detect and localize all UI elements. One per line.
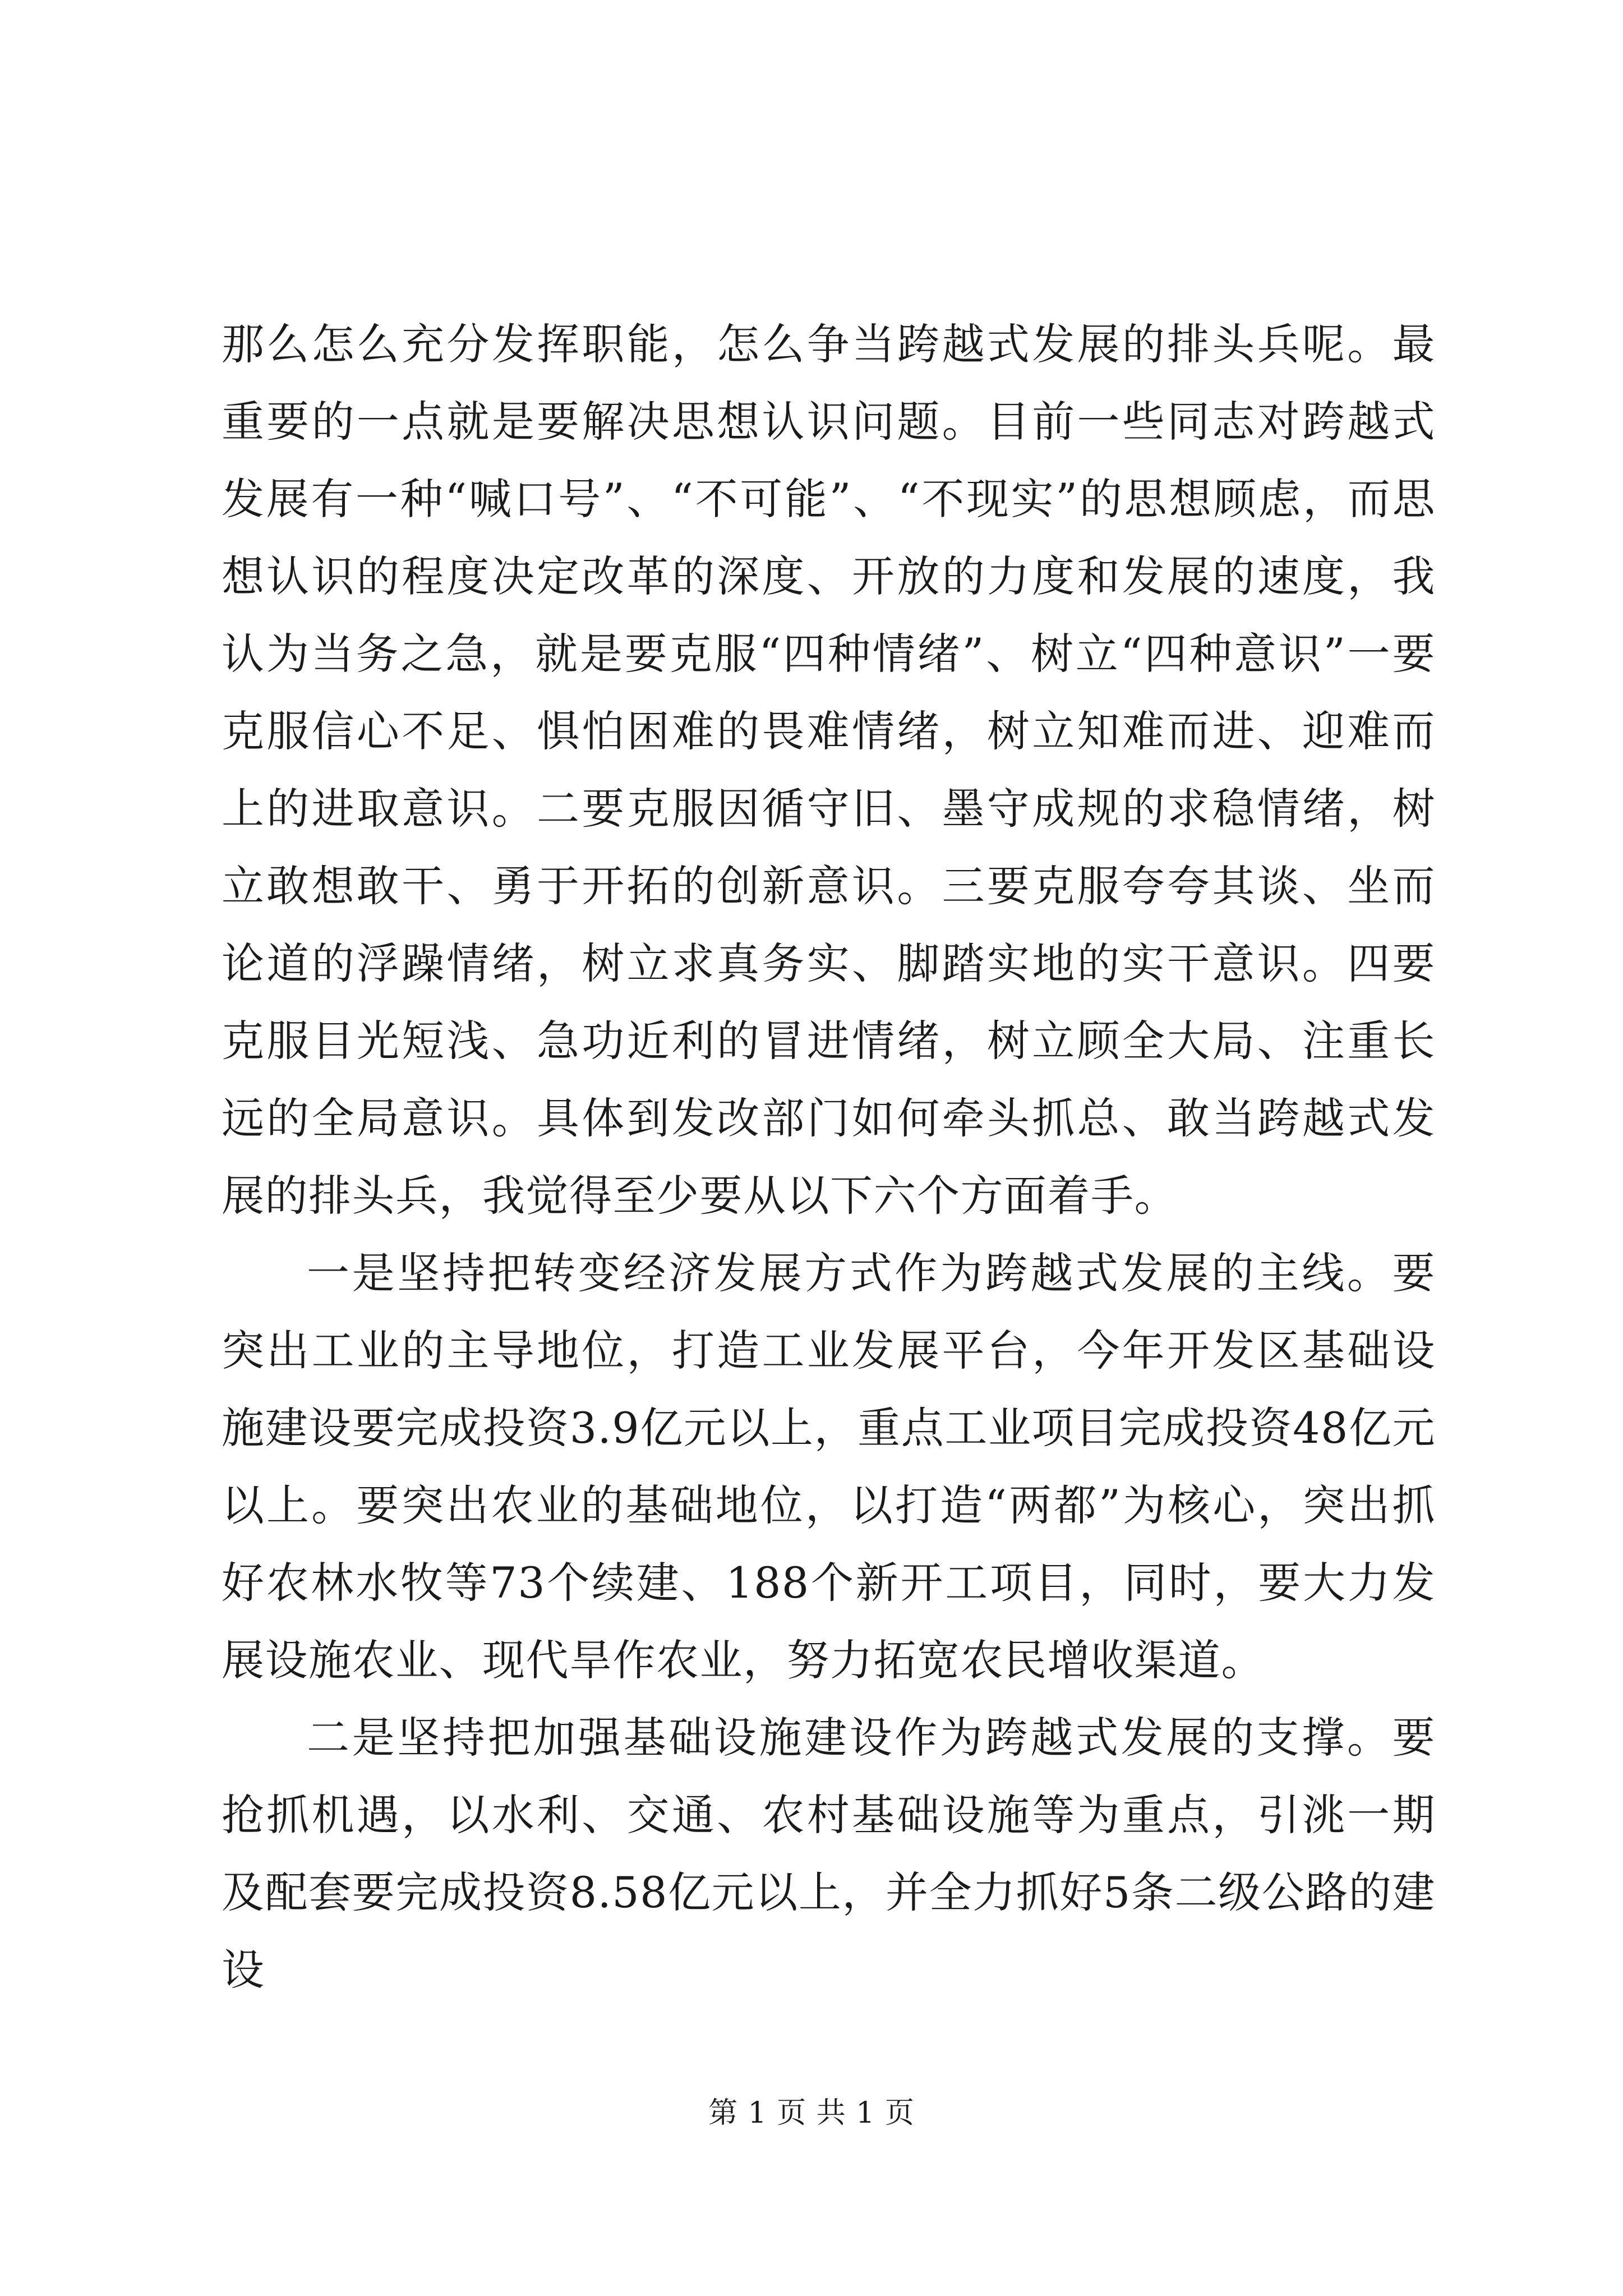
- document-body: [222, 306, 1436, 2009]
- paragraph-intro: 那么怎么充分发挥职能，怎么争当跨越式发展的排头兵呢。最重要的一点就是要解决思想认识问题。目前一些同志对跨越式发展有一种“喊口号”、“不可能”、“不现实”的思想顾虑，而思想认识的程度决定改革的深度、开放的力度和发展的速度，我认为当务之急，就是要克服“四种情绪”、树立“四种意识”一要克服信心不足、惧怕困难的畏难情绪，树立知难而进、迎难而上的进取意识。二要克服因循守旧、墨守成规的求稳情绪，树立敢想敢干、勇于开拓的创新意识。三要克服夸夸其谈、坐而论道的浮躁情绪，树立求真务实、脚踏实地的实干意识。四要克服目光短浅、急功近利的冒进情绪，树立顾全大局、注重长远的全局意识。具体到发改部门如何牵头抓总、敢当跨越式发展的排头兵，我觉得至少要从以下六个方面着手。: [222, 319, 1436, 1221]
- paragraph-point-two: 二是坚持把加强基础设施建设作为跨越式发展的支撑。要抢抓机遇，以水利、交通、农村基础设施等为重点，引洮一期及配套要完成投资8.58亿元以上，并全力抓好5条二级公路的建设: [222, 1713, 1436, 1995]
- page-footer: 第 1 页 共 1 页: [708, 2096, 915, 2130]
- paragraph-point-one: 一是坚持把转变经济发展方式作为跨越式发展的主线。要突出工业的主导地位，打造工业发展平台，今年开发区基础设施建设要完成投资3.9亿元以上，重点工业项目完成投资48亿元以上。要突出农业的基础地位，以打造“两都”为核心，突出抓好农林水牧等73个续建、188个新开工项目，同时，要大力发展设施农业、现代旱作农业，努力拓宽农民增收渠道。: [222, 1248, 1436, 1685]
